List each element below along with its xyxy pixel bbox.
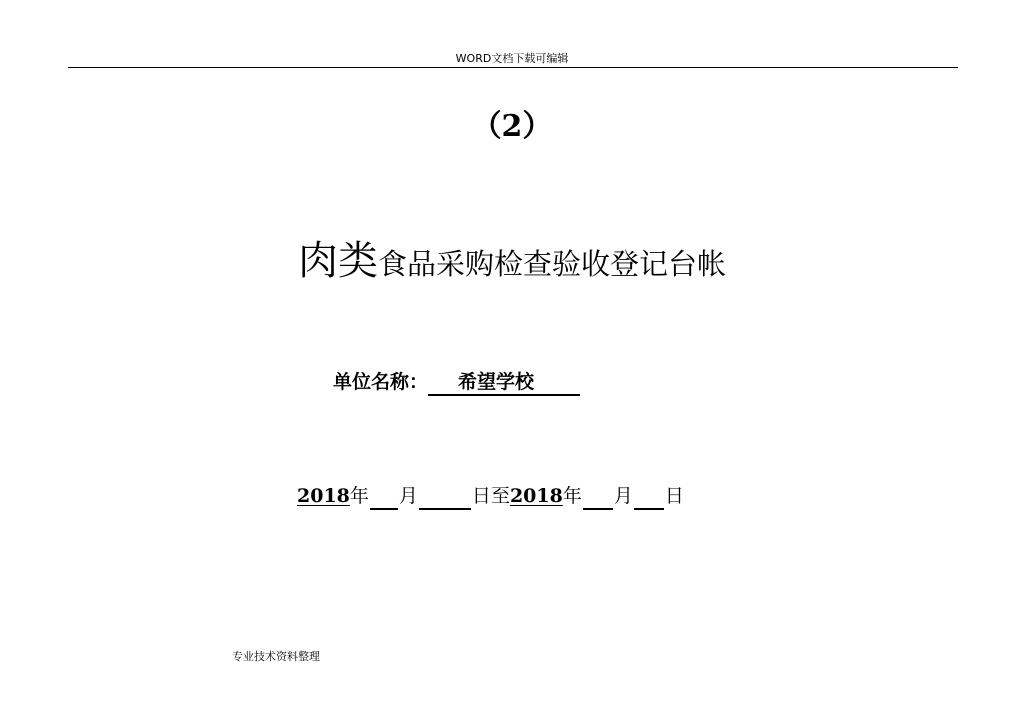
- header-divider: [68, 67, 958, 68]
- page-footer-text: 专业技术资料整理: [232, 650, 320, 663]
- start-year-char: 年: [349, 485, 369, 507]
- start-month-blank: [370, 486, 398, 510]
- title-rest: 食品采购检查验收登记台帐: [377, 247, 726, 281]
- end-year: 2018: [509, 485, 563, 507]
- unit-name-label: 单位名称：: [333, 371, 429, 393]
- end-year-char: 年: [562, 485, 582, 507]
- title-category: 肉类: [297, 238, 378, 284]
- to-char: 至: [490, 485, 510, 507]
- end-day-char: 日: [664, 485, 684, 507]
- unit-name-value: 希望学校: [428, 370, 580, 396]
- end-month-blank: [583, 486, 613, 510]
- start-year: 2018: [297, 485, 350, 507]
- volume-number: （2）: [471, 109, 553, 144]
- end-month-char: 月: [613, 485, 633, 507]
- start-month-char: 月: [398, 485, 418, 507]
- start-day-blank: [419, 486, 471, 510]
- unit-name-row: [333, 368, 580, 396]
- document-title: [0, 236, 1024, 294]
- end-day-blank: [634, 486, 664, 510]
- start-day-char: 日: [471, 485, 491, 507]
- date-range-row: [297, 482, 684, 510]
- page-header-text: WORD文档下载可编辑: [455, 52, 569, 65]
